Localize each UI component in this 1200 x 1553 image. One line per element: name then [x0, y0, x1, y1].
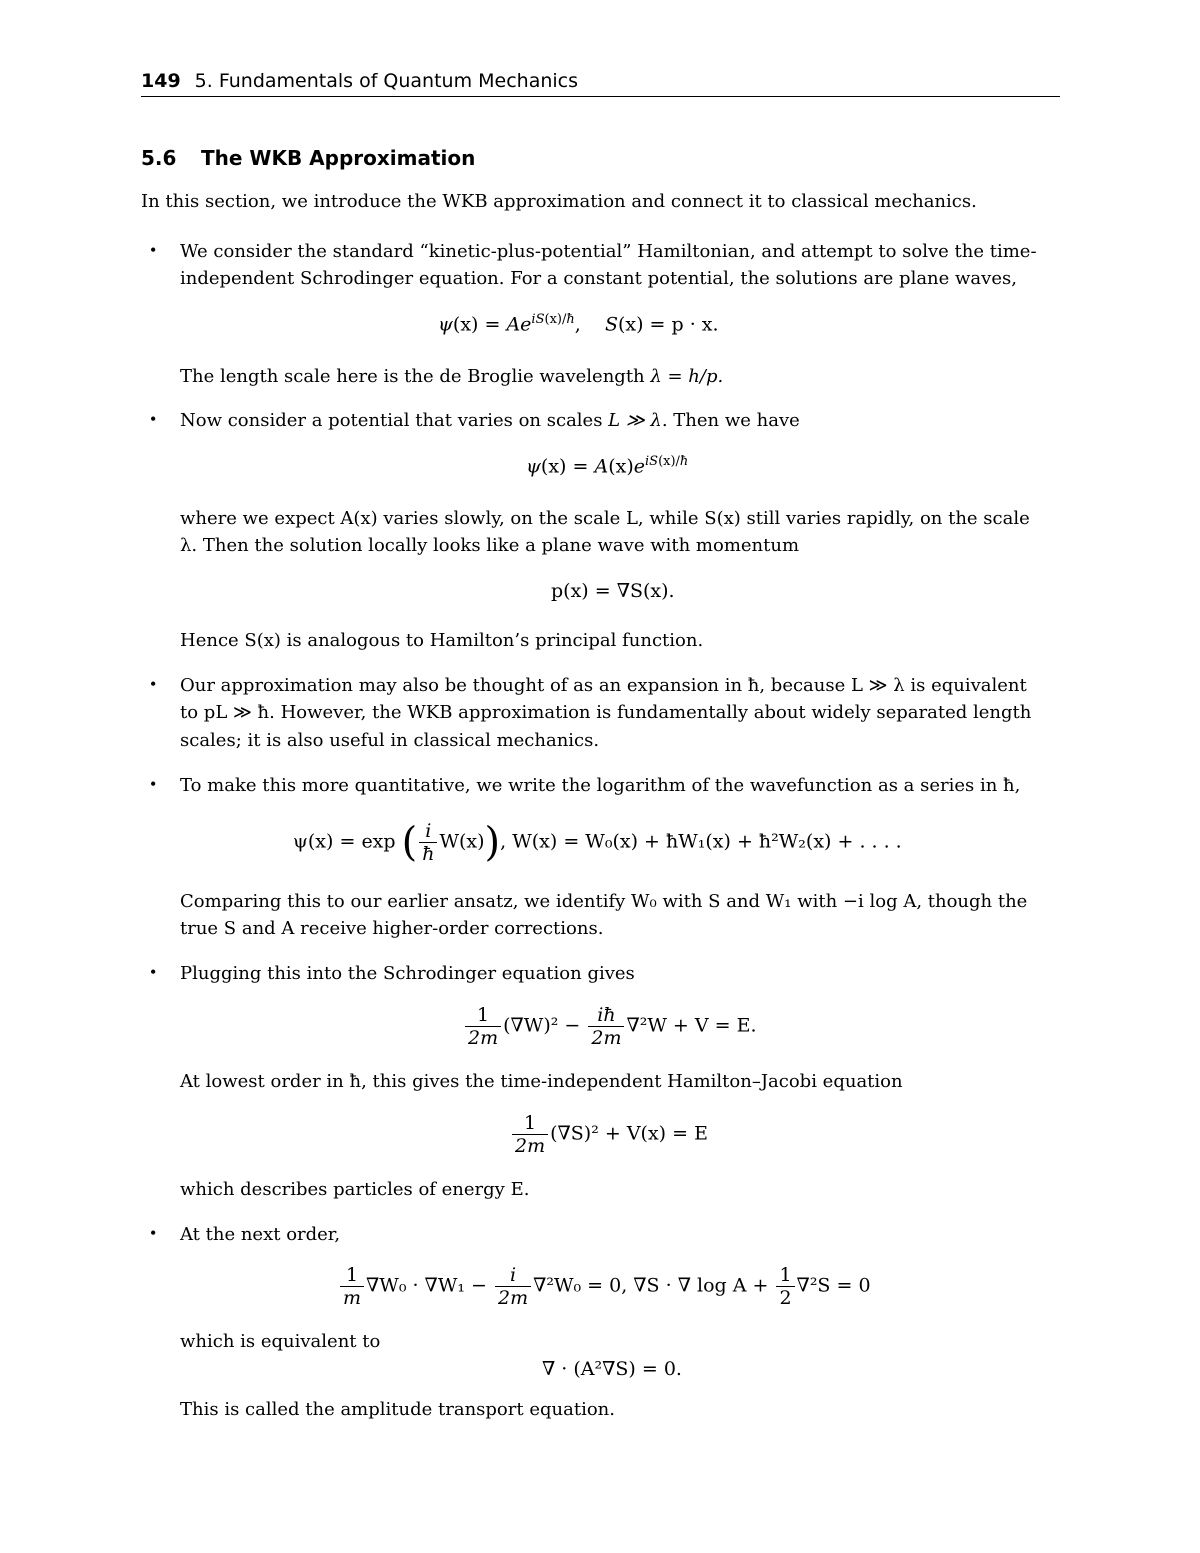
- b3-line1: Our approximation may also be thought of as an expansion in ħ, because L ≫ λ is equivalent: [180, 675, 1027, 696]
- b2-line1-math: L ≫ λ: [608, 410, 662, 431]
- b2-line3: λ. Then the solution locally looks like a plane wave with momentum: [180, 535, 800, 556]
- fraction: [512, 1112, 548, 1157]
- b3-line3: scales; it is also useful in classical mechanics.: [180, 730, 600, 751]
- b4-eq-rhs: , W(x) = W₀(x) + ħW₁(x) + ħ²W₂(x) + . . . .: [500, 830, 902, 853]
- fraction-den: 2m: [515, 1135, 546, 1157]
- b4-line3: true S and A receive higher-order corrections.: [180, 918, 604, 939]
- fraction-den: ħ: [422, 843, 435, 865]
- fraction-num: iħ: [588, 1004, 624, 1027]
- b6-line1: At the next order,: [180, 1224, 341, 1245]
- fraction-num: 1: [340, 1264, 364, 1287]
- section-number: 5.6: [141, 146, 177, 170]
- fraction-den: 2m: [497, 1287, 529, 1309]
- bullet-marker: •: [150, 774, 157, 794]
- b1-after-text: The length scale here is the de Broglie wavelength: [180, 366, 651, 387]
- fraction-den: 2: [779, 1287, 792, 1309]
- b6-transport-equation: ∇ · (A²∇S) = 0.: [542, 1358, 682, 1380]
- chapter-title: 5. Fundamentals of Quantum Mechanics: [194, 70, 579, 92]
- bullet-marker: •: [150, 674, 157, 694]
- header-rule: [141, 96, 1060, 97]
- fraction-num: i: [419, 820, 437, 843]
- fraction: [495, 1264, 531, 1309]
- b5-equation: [463, 1004, 757, 1049]
- b5-hj-equation: [510, 1112, 708, 1157]
- bullet-marker: •: [150, 962, 157, 982]
- b2-line4: Hence S(x) is analogous to Hamilton’s principal function.: [180, 630, 704, 651]
- b2-line1-suffix: . Then we have: [661, 410, 800, 431]
- b2-line1: [180, 407, 800, 434]
- b4-eq-lhs: ψ(x) = exp: [293, 830, 396, 853]
- running-header: [141, 70, 1060, 92]
- b5-eq-mid: (∇W)² −: [503, 1014, 581, 1037]
- b1-line2: independent Schrodinger equation. For a constant potential, the solutions are plane waves,: [180, 268, 1017, 289]
- b5-line2: At lowest order in ħ, this gives the time-independent Hamilton–Jacobi equation: [180, 1071, 903, 1092]
- b1-equation: $\psi(x) = Ae^{iS(x)/ħ}$, S(x) = p · x.: [438, 312, 719, 336]
- b1-after-math: λ = h/p.: [650, 366, 724, 387]
- fraction-num: i: [495, 1264, 531, 1287]
- bullet-marker: •: [150, 240, 157, 260]
- right-paren: ): [484, 819, 501, 866]
- bullet-marker: •: [150, 409, 157, 429]
- fraction-den: 2m: [468, 1027, 499, 1049]
- bullet-marker: •: [150, 1223, 157, 1243]
- intro-paragraph: In this section, we introduce the WKB approximation and connect it to classical mechanics.: [141, 191, 977, 212]
- b6-line3: This is called the amplitude transport equation.: [180, 1399, 615, 1420]
- fraction: [340, 1264, 364, 1309]
- fraction-den: m: [343, 1287, 362, 1309]
- b2-equation: $\psi(x) = A(x)e^{iS(x)/ħ}$: [526, 454, 689, 478]
- fraction-num: 1: [776, 1264, 794, 1287]
- b6-eq-b: ∇²W₀ = 0, ∇S · ∇ log A +: [533, 1274, 769, 1297]
- fraction: [419, 820, 437, 865]
- b6-equation: [338, 1264, 871, 1309]
- b2-line1-text: Now consider a potential that varies on scales: [180, 410, 609, 431]
- b4-line2: Comparing this to our earlier ansatz, we identify W₀ with S and W₁ with −i log A, though the: [180, 891, 1028, 912]
- fraction: [776, 1264, 794, 1309]
- b5-line3: which describes particles of energy E.: [180, 1179, 530, 1200]
- b4-eq-inner: W(x): [439, 830, 485, 853]
- b1-line1: We consider the standard “kinetic-plus-potential” Hamiltonian, and attempt to solve the time-: [180, 241, 1037, 262]
- b6-eq-a: ∇W₀ · ∇W₁ −: [366, 1274, 487, 1297]
- section-title: The WKB Approximation: [201, 146, 476, 170]
- b3-line2: to pL ≫ ħ. However, the WKB approximation is fundamentally about widely separated length: [180, 702, 1032, 723]
- fraction: [588, 1004, 624, 1049]
- b1-after: [180, 363, 723, 390]
- b5-eq-end: ∇²W + V = E.: [626, 1014, 757, 1037]
- b2-equation-momentum: p(x) = ∇S(x).: [551, 580, 675, 602]
- fraction-den: 2m: [591, 1027, 622, 1049]
- b5-hj-rest: (∇S)² + V(x) = E: [550, 1122, 708, 1145]
- b4-equation: [293, 820, 902, 865]
- fraction-num: 1: [512, 1112, 548, 1135]
- left-paren: (: [401, 819, 418, 866]
- b5-line1: Plugging this into the Schrodinger equation gives: [180, 963, 635, 984]
- page-number: 149: [141, 70, 181, 92]
- fraction-num: 1: [465, 1004, 501, 1027]
- fraction: [465, 1004, 501, 1049]
- b4-line1: To make this more quantitative, we write the logarithm of the wavefunction as a series in ħ,: [180, 775, 1021, 796]
- b2-line2: where we expect A(x) varies slowly, on the scale L, while S(x) still varies rapidly, on the scale: [180, 508, 1030, 529]
- b6-line2: which is equivalent to: [180, 1331, 381, 1352]
- b6-eq-c: ∇²S = 0: [796, 1274, 871, 1297]
